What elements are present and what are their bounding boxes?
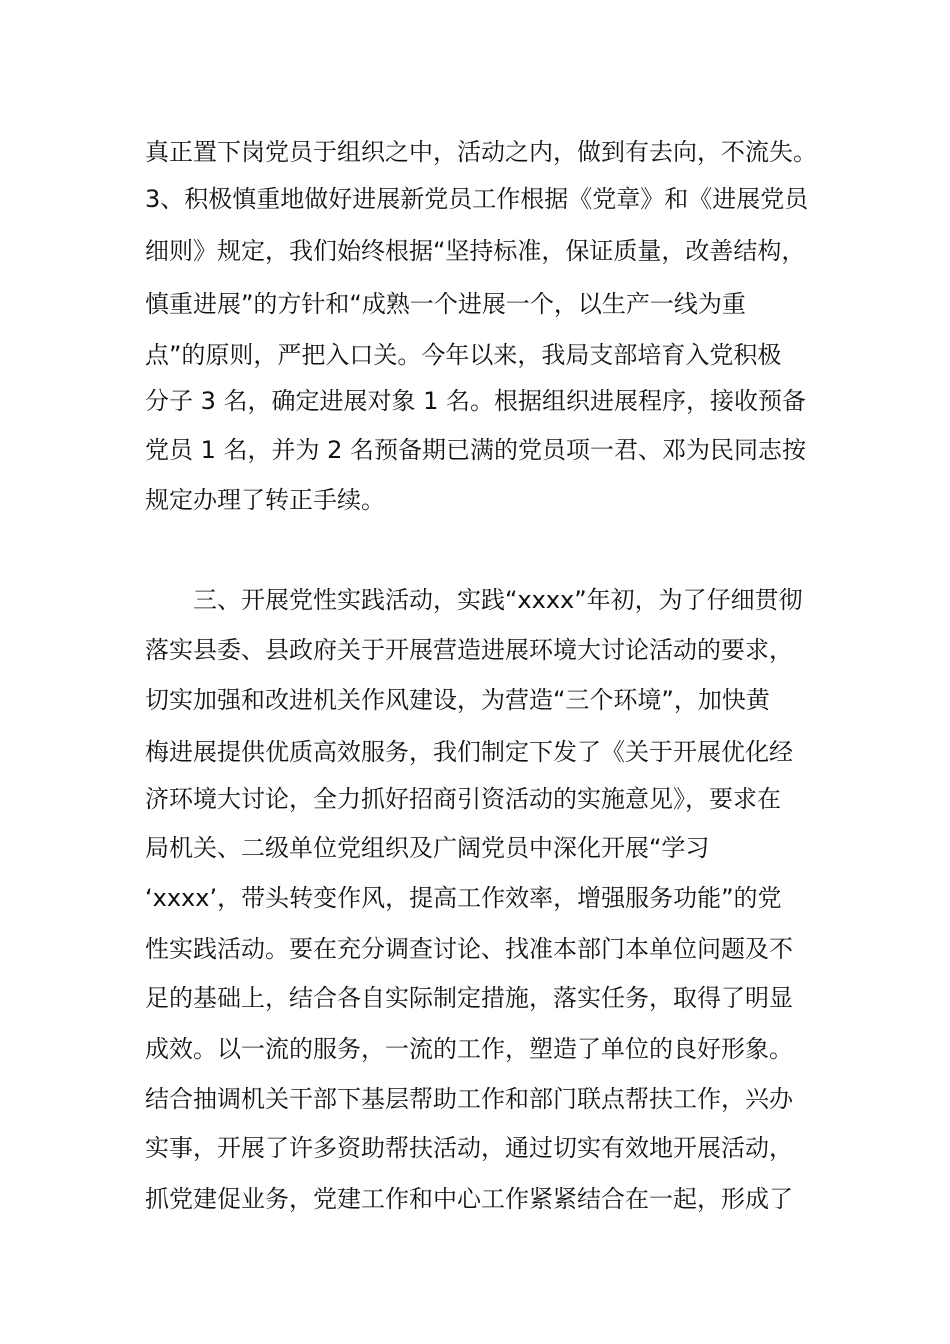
paragraph-line: 局机关、二级单位党组织及广阔党员中深化开展“学习 — [145, 834, 710, 862]
paragraph-line: 慎重进展”的方针和“成熟一个进展一个，以生产一线为重 — [145, 290, 746, 318]
paragraph-line: 实事，开展了许多资助帮扶活动，通过切实有效地开展活动， — [145, 1134, 793, 1162]
paragraph-line: 落实县委、县政府关于开展营造进展环境大讨论活动的要求， — [145, 636, 793, 664]
paragraph-line: 梅进展提供优质高效服务，我们制定下发了《关于开展优化经 — [145, 738, 793, 766]
paragraph-line: 抓党建促业务，党建工作和中心工作紧紧结合在一起，形成了 — [145, 1185, 793, 1213]
paragraph-line: 结合抽调机关干部下基层帮助工作和部门联点帮扶工作，兴办 — [145, 1085, 793, 1113]
paragraph-line: 规定办理了转正手续。 — [145, 486, 385, 514]
paragraph-line: 足的基础上，结合各自实际制定措施，落实任务，取得了明显 — [145, 984, 793, 1012]
paragraph-line: 济环境大讨论，全力抓好招商引资活动的实施意见》，要求在 — [145, 785, 781, 813]
paragraph-line: ‘xxxx’，带头转变作风，提高工作效率，增强服务功能”的党 — [145, 884, 782, 912]
paragraph-line: 分子 3 名，确定进展对象 1 名。根据组织进展程序，接收预备 — [145, 387, 807, 415]
paragraph-line: 党员 1 名，并为 2 名预备期已满的党员项一君、邓为民同志按 — [145, 436, 807, 464]
paragraph-line: 3、积极慎重地做好进展新党员工作根据《党章》和《进展党员 — [145, 185, 809, 213]
paragraph-line: 切实加强和改进机关作风建设，为营造“三个环境”，加快黄 — [145, 686, 770, 714]
paragraph-line: 细则》规定，我们始终根据“坚持标准，保证质量，改善结构， — [145, 237, 806, 265]
paragraph-line: 点”的原则，严把入口关。今年以来，我局支部培育入党积极 — [145, 341, 782, 369]
paragraph-line: 成效。以一流的服务，一流的工作，塑造了单位的良好形象。 — [145, 1035, 793, 1063]
paragraph-line: 三、开展党性实践活动，实践“xxxx”年初，为了仔细贯彻 — [193, 586, 803, 614]
paragraph-line: 真正置下岗党员于组织之中，活动之内，做到有去向，不流失。 — [145, 138, 817, 166]
paragraph-line: 性实践活动。要在充分调查讨论、找准本部门本单位问题及不 — [145, 935, 793, 963]
